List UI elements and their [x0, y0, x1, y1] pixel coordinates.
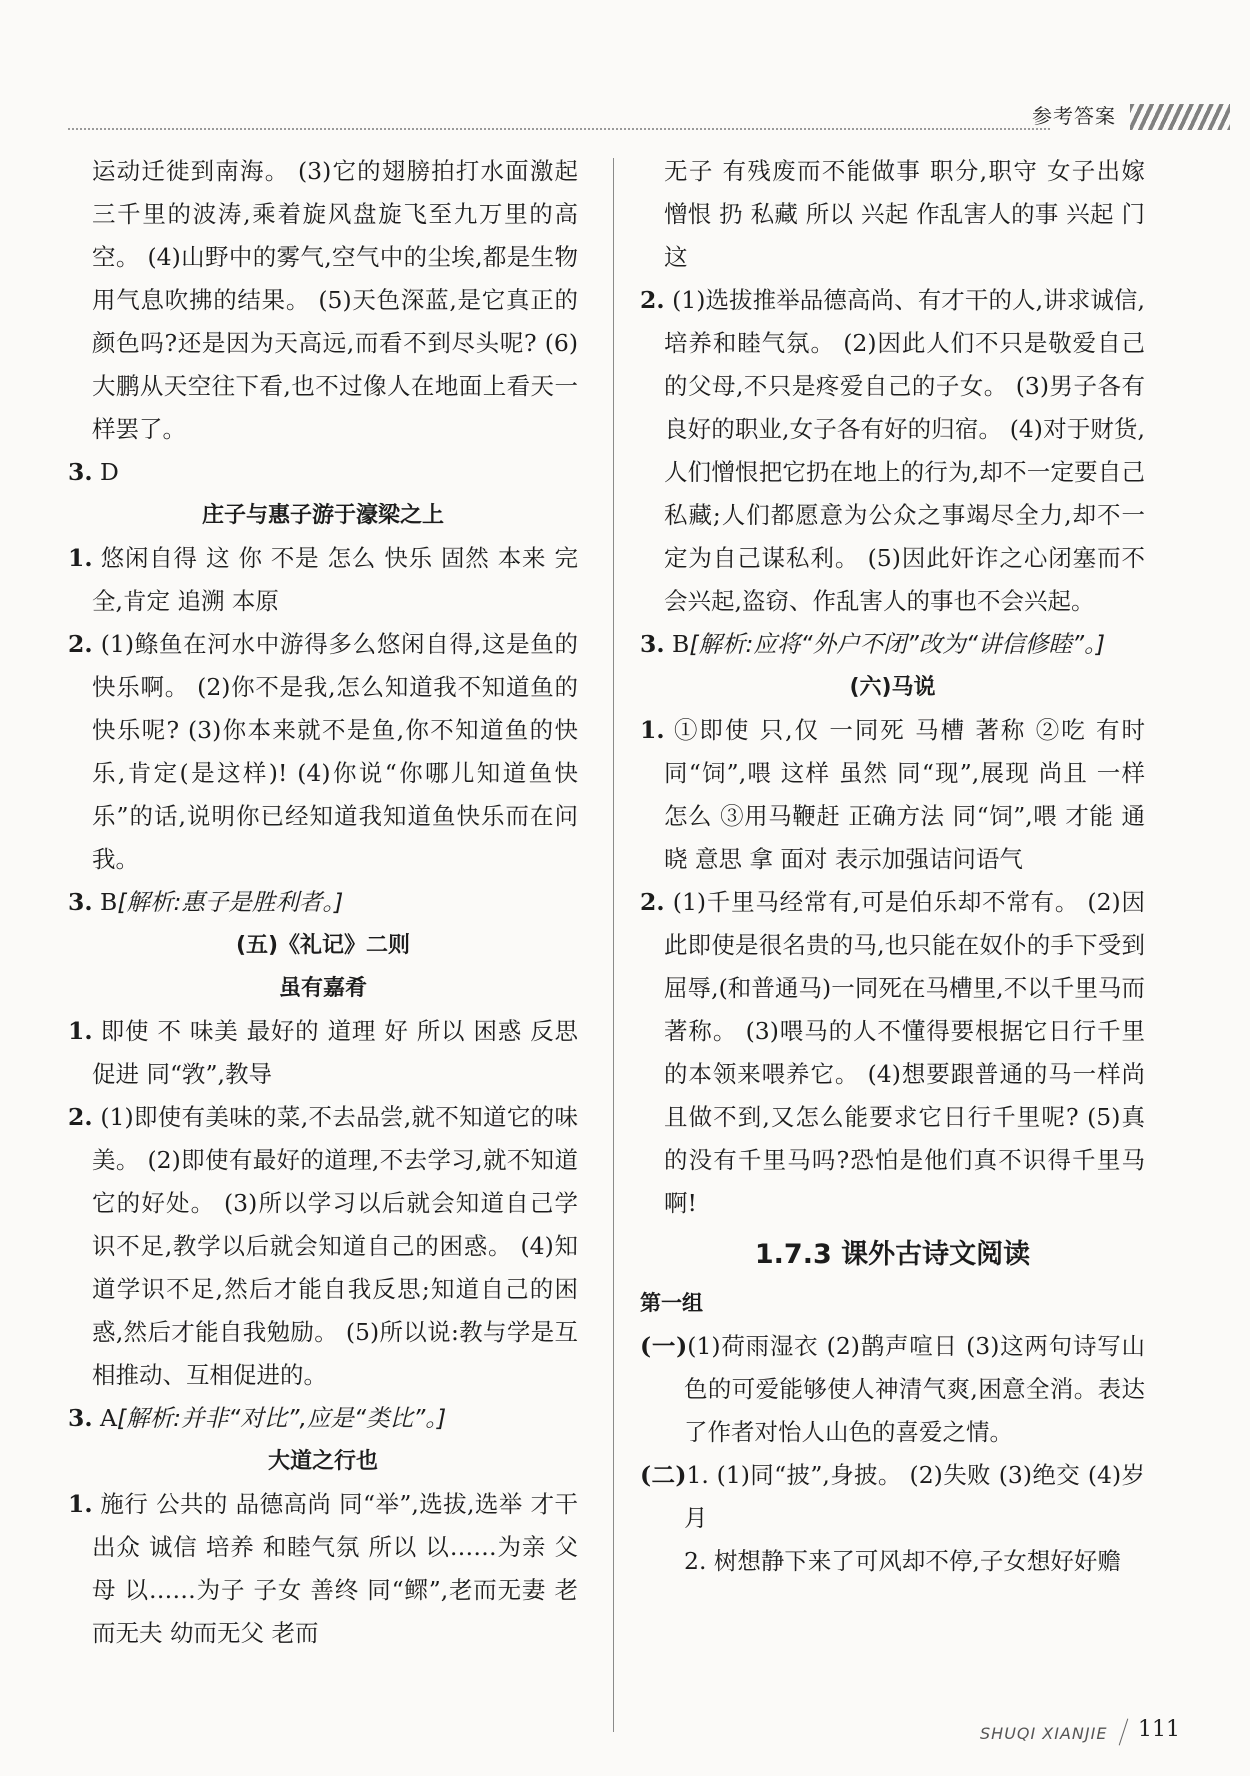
item-number: 1. — [68, 1490, 93, 1518]
item-number: 1. — [68, 1017, 93, 1045]
item-number: 3. — [68, 1404, 93, 1432]
analysis-note: [解析:并非“对比”,应是“类比”。] — [117, 1404, 447, 1432]
item-number: 2. — [68, 630, 93, 658]
subsection-title: 庄子与惠子游于濠梁之上 — [201, 503, 444, 528]
analysis-note: [解析:应将“外户不闭”改为“讲信修睦”。] — [689, 630, 1106, 658]
analysis-note: [解析:惠子是胜利者。] — [117, 888, 344, 916]
answer-item: 2. 树想静下来了可风却不停,子女想好好赡 — [684, 1547, 1121, 1575]
answer-item — [68, 1483, 578, 1655]
answer-item — [68, 1096, 578, 1397]
column-divider — [613, 158, 614, 1732]
answer-item — [640, 623, 1145, 666]
item-number: 1. — [640, 716, 665, 744]
answer-continuation: 无子 有残废而不能做事 职分,职守 女子出嫁 憎恨 扔 私藏 所以 兴起 作乱害人的事 兴起 门 这 — [664, 157, 1145, 271]
answer-item — [640, 1325, 1145, 1454]
item-text: (1)即使有美味的菜,不去品尝,就不知道它的味美。 (2)即使有最好的道理,不去学习,就不知道它的好处。 (3)所以学习以后就会知道自己学识不足,教学以后就会知道自己的困惑。 (4)知道学识不足,然后才能自我反思;知道自己的困惑,然后才能自我勉励。 (5)所以说:教与学是互相推动、互相促进的。 — [92, 1103, 578, 1389]
item-text: D — [100, 458, 119, 486]
item-label: (一) — [640, 1332, 688, 1360]
item-label: (二) — [640, 1461, 687, 1489]
item-text: A — [100, 1404, 118, 1432]
subsection-title: (六)马说 — [849, 675, 936, 700]
header-dotted-rule — [68, 128, 1050, 130]
page-header — [0, 0, 1250, 140]
answer-item — [68, 451, 578, 494]
item-text: 即使 不 味美 最好的 道理 好 所以 困惑 反思 促进 同“敩”,教导 — [92, 1017, 578, 1088]
group-label: 第一组 — [640, 1291, 703, 1315]
answer-item — [640, 709, 1145, 881]
answer-item — [68, 1010, 578, 1096]
header-label: 参考答案 — [1032, 104, 1116, 128]
answer-item — [640, 881, 1145, 1225]
page-number: 111 — [1138, 1717, 1180, 1742]
item-text: B — [100, 888, 118, 916]
item-text: B — [672, 630, 690, 658]
subsection-title: 虽有嘉肴 — [278, 976, 367, 1001]
item-number: 3. — [640, 630, 665, 658]
answer-item — [68, 881, 578, 924]
answer-item — [640, 1454, 1145, 1540]
subsection-title: 大道之行也 — [267, 1449, 378, 1474]
answer-item — [68, 623, 578, 881]
item-text: ①即使 只,仅 一同死 马槽 著称 ②吃 有时 同“饲”,喂 这样 虽然 同“现”,展现 尚且 一样 怎么 ③用马鞭赶 正确方法 同“饲”,喂 才能 通晓 意思 拿 面对 表示加强诘问语气 — [664, 716, 1145, 873]
item-number: 3. — [68, 458, 93, 486]
item-number: 3. — [68, 888, 93, 916]
item-text: (1)选拔推举品德高尚、有才干的人,讲求诚信,培养和睦气氛。 (2)因此人们不只是敬爱自己的父母,不只是疼爱自己的子女。 (3)男子各有良好的职业,女子各有好的归宿。 (4)对于财货,人们憎恨把它扔在地上的行为,却不一定要自己私藏;人们都愿意为公众之事竭尽全力,却不一定为自己谋私利。 (5)因此奸诈之心闭塞而不会兴起,盗窃、作乱害人的事也不会兴起。 — [664, 286, 1145, 615]
item-text: (1)鲦鱼在河水中游得多么悠闲自得,这是鱼的快乐啊。 (2)你不是我,怎么知道我不知道鱼的快乐呢? (3)你本来就不是鱼,你不知道鱼的快乐,肯定(是这样)! (4)你说“你哪儿知道鱼快乐”的话,说明你已经知道我知道鱼快乐而在问我。 — [92, 630, 578, 873]
item-text: (1)千里马经常有,可是伯乐却不常有。 (2)因此即使是很名贵的马,也只能在奴仆的手下受到屈辱,(和普通马)一同死在马槽里,不以千里马而著称。 (3)喂马的人不懂得要根据它日行千里的本领来喂养它。 (4)想要跟普通的马一样尚且做不到,又怎么能要求它日行千里呢? (5)真的没有千里马吗?恐怕是他们真不识得千里马啊! — [664, 888, 1145, 1217]
section-title: 1.7.3 课外古诗文阅读 — [754, 1239, 1031, 1270]
left-column — [68, 150, 578, 1655]
header-stripe-decoration — [1130, 104, 1230, 130]
answer-item — [640, 279, 1145, 623]
footer-separator — [1119, 1719, 1129, 1746]
item-number: 1. — [68, 544, 93, 572]
item-text: 施行 公共的 品德高尚 同“举”,选拔,选举 才干出众 诚信 培养 和睦气氛 所以 以……为亲 父母 以……为子 子女 善终 同“鳏”,老而无妻 老而无夫 幼而无父 老而 — [92, 1490, 578, 1647]
item-text: 悠闲自得 这 你 不是 怎么 快乐 固然 本来 完全,肯定 追溯 本原 — [92, 544, 578, 615]
right-column — [640, 150, 1145, 1583]
answer-item — [68, 1397, 578, 1440]
item-number: 2. — [640, 888, 665, 916]
answer-continuation: 运动迁徙到南海。 (3)它的翅膀拍打水面激起三千里的波涛,乘着旋风盘旋飞至九万里的高空。 (4)山野中的雾气,空气中的尘埃,都是生物用气息吹拂的结果。 (5)天色深蓝,是它真正的颜色吗?还是因为天高远,而看不到尽头呢? (6)大鹏从天空往下看,也不过像人在地面上看天一样罢了。 — [92, 157, 578, 443]
answer-item — [68, 537, 578, 623]
subsection-title: (五)《礼记》二则 — [235, 933, 411, 958]
item-text: 1. (1)同“披”,身披。 (2)失败 (3)绝交 (4)岁月 — [684, 1461, 1145, 1532]
item-number: 2. — [68, 1103, 93, 1131]
item-number: 2. — [640, 286, 665, 314]
item-text: (1)荷雨湿衣 (2)鹊声喧日 (3)这两句诗写山色的可爱能够使人神清气爽,困意全消。表达了作者对怡人山色的喜爱之情。 — [684, 1332, 1145, 1446]
footer-series: SHUQI XIANJIE — [980, 1724, 1108, 1743]
